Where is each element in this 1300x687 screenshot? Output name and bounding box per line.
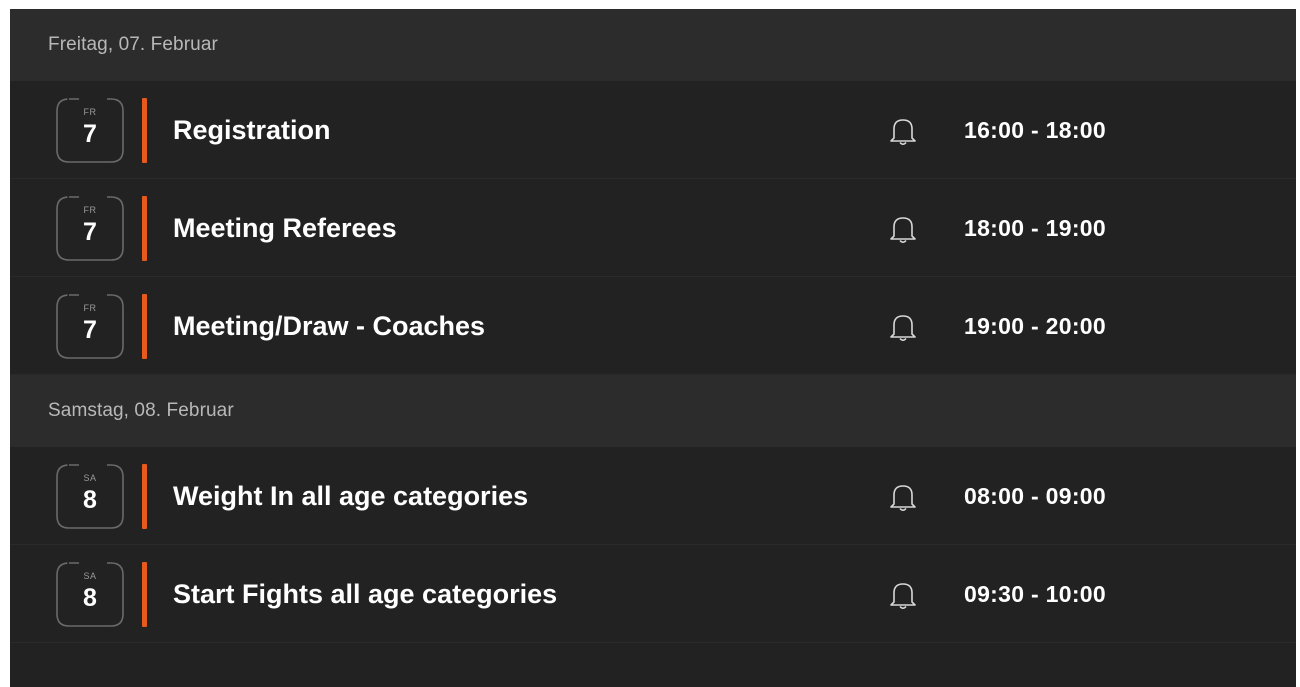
accent-bar (142, 562, 147, 627)
event-title: Registration (173, 114, 331, 145)
day-header (10, 375, 1296, 447)
accent-bar (142, 196, 147, 261)
badge-weekday: FR (83, 205, 97, 215)
event-title: Weight In all age categories (173, 480, 529, 511)
badge-day-number: 8 (83, 486, 97, 514)
day-header-label: Freitag, 07. Februar (48, 34, 218, 55)
event-row[interactable] (10, 277, 1296, 375)
badge-weekday: SA (83, 473, 97, 483)
event-time: 09:30 - 10:00 (964, 580, 1106, 607)
badge-weekday: SA (83, 571, 97, 581)
accent-bar (142, 294, 147, 359)
event-time: 08:00 - 09:00 (964, 482, 1106, 509)
event-time: 19:00 - 20:00 (964, 312, 1106, 339)
badge-day-number: 7 (83, 218, 97, 246)
bell-icon[interactable] (888, 481, 918, 513)
badge-day-number: 8 (83, 584, 97, 612)
accent-bar (142, 98, 147, 163)
badge-day-number: 7 (83, 120, 97, 148)
date-badge (55, 293, 125, 360)
event-title: Start Fights all age categories (173, 578, 558, 609)
event-row[interactable] (10, 545, 1296, 643)
accent-bar (142, 464, 147, 529)
schedule-panel (10, 9, 1296, 687)
date-badge (55, 561, 125, 628)
event-row[interactable] (10, 447, 1296, 545)
badge-weekday: FR (83, 303, 97, 313)
event-title: Meeting Referees (173, 212, 397, 243)
date-badge (55, 195, 125, 262)
bell-icon[interactable] (888, 115, 918, 147)
event-row[interactable] (10, 179, 1296, 277)
event-time: 18:00 - 19:00 (964, 214, 1106, 241)
badge-weekday: FR (83, 107, 97, 117)
date-badge (55, 463, 125, 530)
event-row[interactable] (10, 81, 1296, 179)
bell-icon[interactable] (888, 213, 918, 245)
event-title: Meeting/Draw - Coaches (173, 310, 486, 341)
badge-day-number: 7 (83, 316, 97, 344)
date-badge (55, 97, 125, 164)
bell-icon[interactable] (888, 579, 918, 611)
event-time: 16:00 - 18:00 (964, 116, 1106, 143)
day-header (10, 9, 1296, 81)
bell-icon[interactable] (888, 311, 918, 343)
day-header-label: Samstag, 08. Februar (48, 400, 234, 421)
